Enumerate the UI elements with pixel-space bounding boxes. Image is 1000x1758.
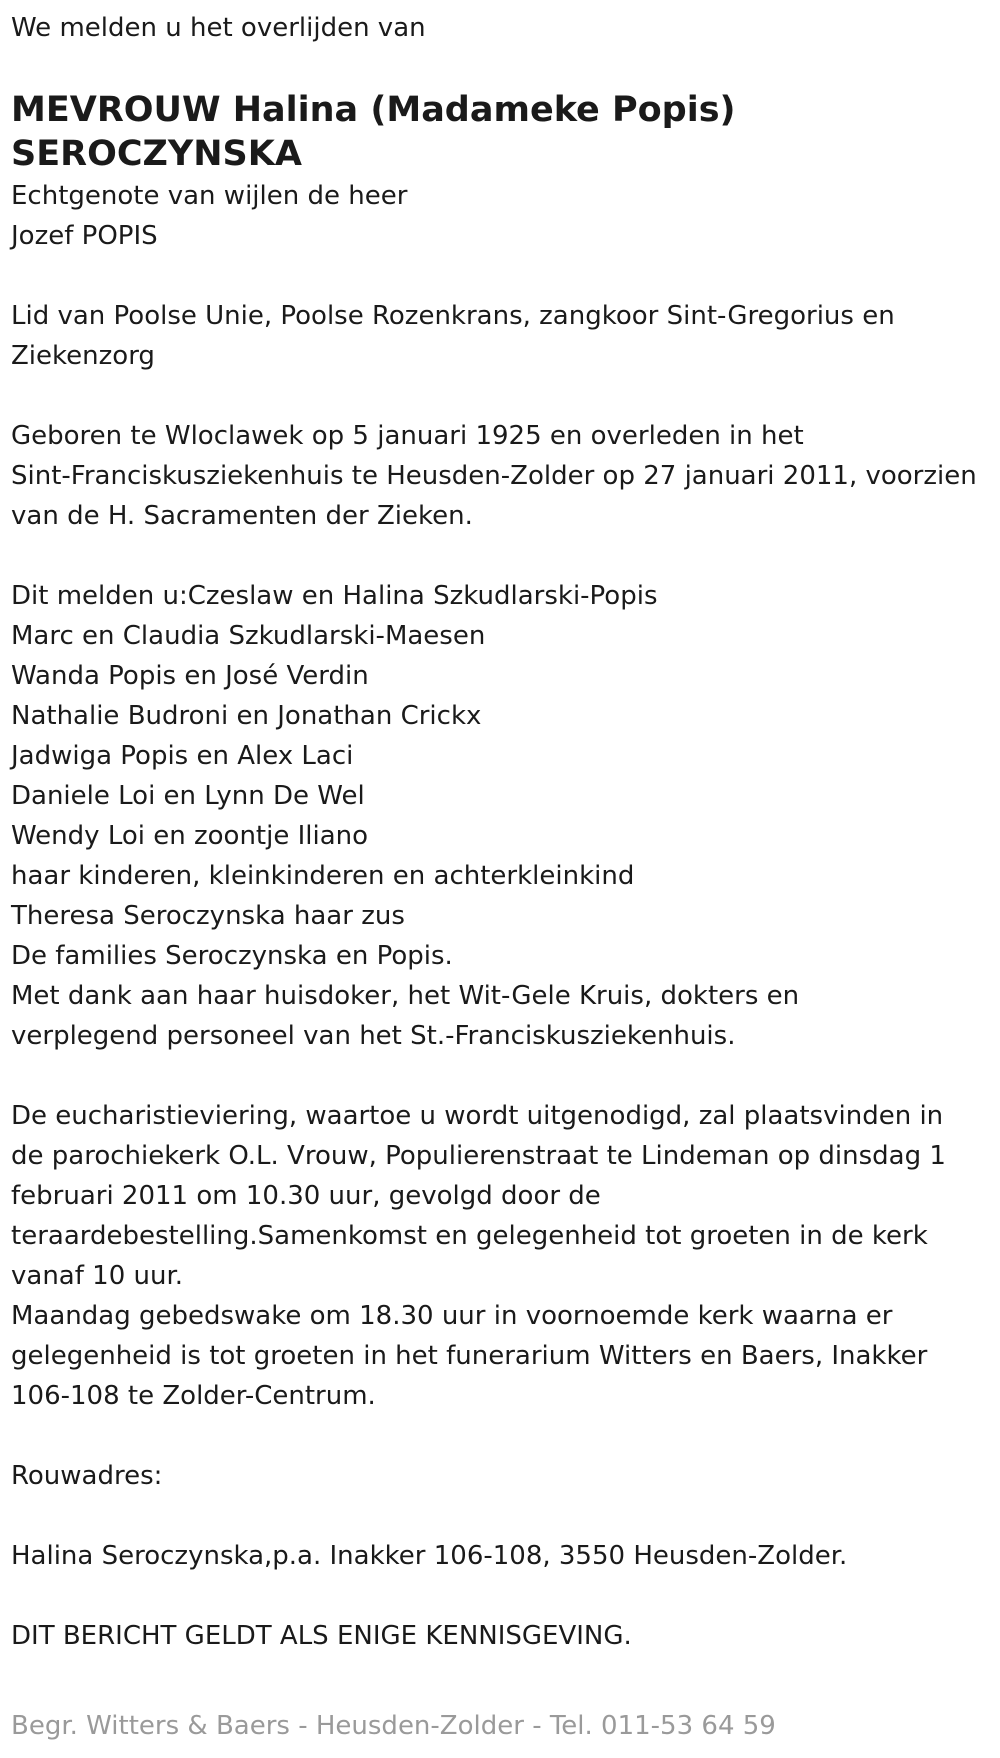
notice-text: DIT BERICHT GELDT ALS ENIGE KENNISGEVING.: [11, 1621, 632, 1651]
ceremony-line: teraardebestelling.Samenkomst en gelegenheid tot groeten in de kerk: [11, 1221, 928, 1251]
spacer: [11, 1496, 989, 1536]
family-line: Theresa Seroczynska haar zus: [11, 901, 405, 931]
family-line: Nathalie Budroni en Jonathan Crickx: [11, 701, 482, 731]
ceremony-line: februari 2011 om 10.30 uur, gevolgd door de: [11, 1181, 601, 1211]
deceased-name-line-2: SEROCZYNSKA: [11, 134, 302, 174]
family-line: Dit melden u:Czeslaw en Halina Szkudlarski-Popis: [11, 581, 658, 611]
spacer: [11, 256, 989, 296]
family-line: haar kinderen, kleinkinderen en achterkleinkind: [11, 861, 635, 891]
family-line: Met dank aan haar huisdoker, het Wit-Gele Kruis, dokters en: [11, 981, 800, 1011]
ceremony-line: Maandag gebedswake om 18.30 uur in voornoemde kerk waarna er: [11, 1301, 893, 1331]
ceremony-line: de parochiekerk O.L. Vrouw, Populierenstraat te Lindeman op dinsdag 1: [11, 1141, 946, 1171]
spacer: [11, 1416, 989, 1456]
family-line: Wanda Popis en José Verdin: [11, 661, 369, 691]
spacer: [11, 1056, 989, 1096]
spacer: [11, 536, 989, 576]
birth-death-line: Geboren te Wloclawek op 5 januari 1925 en overleden in het: [11, 421, 804, 451]
ceremony-line: 106-108 te Zolder-Centrum.: [11, 1381, 376, 1411]
ceremony-line: De eucharistieviering, waartoe u wordt uitgenodigd, zal plaatsvinden in: [11, 1101, 944, 1131]
family-line: verplegend personeel van het St.-Franciskusziekenhuis.: [11, 1021, 736, 1051]
birth-death-line: Sint-Franciskusziekenhuis te Heusden-Zolder op 27 januari 2011, voorzien: [11, 461, 977, 491]
address-text: Halina Seroczynska,p.a. Inakker 106-108, 3550 Heusden-Zolder.: [11, 1541, 848, 1571]
spacer: [11, 1576, 989, 1616]
spouse-line: Jozef POPIS: [11, 221, 158, 251]
ceremony-line: vanaf 10 uur.: [11, 1261, 184, 1291]
intro-text: We melden u het overlijden van: [11, 13, 426, 43]
family-line: Wendy Loi en zoontje Iliano: [11, 821, 369, 851]
birth-death-line: van de H. Sacramenten der Zieken.: [11, 501, 473, 531]
spacer: [11, 376, 989, 416]
membership-line: Ziekenzorg: [11, 341, 155, 371]
family-line: Marc en Claudia Szkudlarski-Maesen: [11, 621, 486, 651]
spacer: [11, 48, 989, 88]
address-label: Rouwadres:: [11, 1461, 163, 1491]
footer-funeral-home: Begr. Witters & Baers - Heusden-Zolder - Tel. 011-53 64 59: [11, 1711, 776, 1741]
membership-line: Lid van Poolse Unie, Poolse Rozenkrans, zangkoor Sint-Gregorius en: [11, 301, 895, 331]
spouse-line: Echtgenote van wijlen de heer: [11, 181, 408, 211]
family-line: De families Seroczynska en Popis.: [11, 941, 453, 971]
family-line: Daniele Loi en Lynn De Wel: [11, 781, 365, 811]
ceremony-line: gelegenheid is tot groeten in het funerarium Witters en Baers, Inakker: [11, 1341, 928, 1371]
deceased-name-line-1: MEVROUW Halina (Madameke Popis): [11, 90, 736, 130]
family-line: Jadwiga Popis en Alex Laci: [11, 741, 354, 771]
